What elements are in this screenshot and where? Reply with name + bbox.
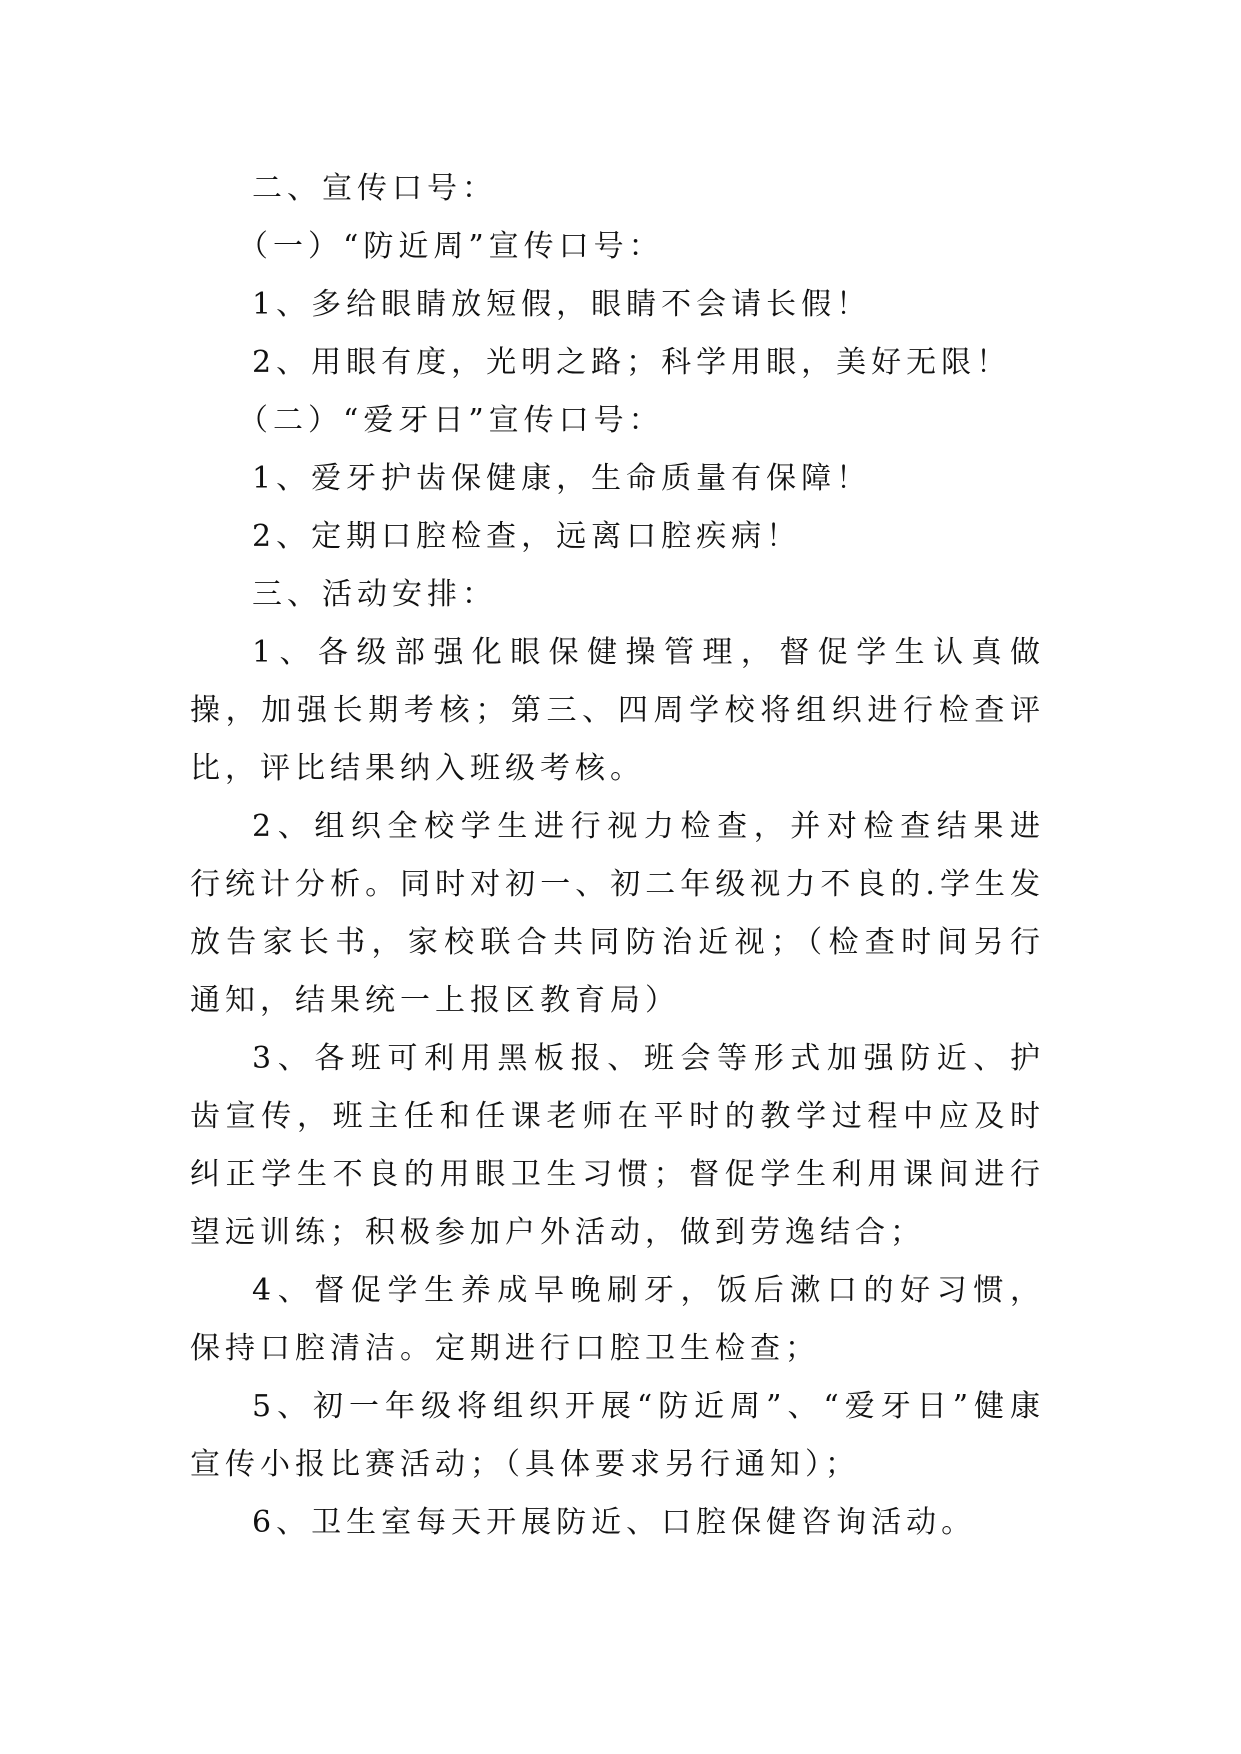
activity-6: 6、卫生室每天开展防近、口腔保健咨询活动。 [252, 1505, 977, 1540]
section1-heading: （一）“防近周”宣传口号： [238, 229, 664, 264]
section1-item-1: 1、多给眼睛放短假，眼睛不会请长假！ [252, 287, 872, 322]
activity-4: 4、督促学生养成早晚刷牙，饭后漱口的好习惯，保持口腔清洁。定期进行口腔卫生检查； [190, 1273, 1045, 1366]
section2-heading: （二）“爱牙日”宣传口号： [238, 403, 664, 438]
activity-2: 2、组织全校学生进行视力检查，并对检查结果进行统计分析。同时对初一、初二年级视力不良的.学生发放告家长书，家校联合共同防治近视；（检查时间另行通知，结果统一上报区教育局） [190, 809, 1045, 1018]
heading-slogans: 二、宣传口号： [252, 171, 497, 206]
section2-item-2: 2、定期口腔检查，远离口腔疾病！ [252, 519, 802, 554]
activity-3: 3、各班可利用黑板报、班会等形式加强防近、护齿宣传，班主任和任课老师在平时的教学过程中应及时纠正学生不良的用眼卫生习惯；督促学生利用课间进行望远训练；积极参加户外活动，做到劳逸结合； [190, 1041, 1045, 1250]
heading-activities: 三、活动安排： [252, 577, 497, 612]
activity-1: 1、各级部强化眼保健操管理，督促学生认真做操，加强长期考核；第三、四周学校将组织进行检查评比，评比结果纳入班级考核。 [190, 635, 1045, 786]
activity-5: 5、初一年级将组织开展“防近周”、“爱牙日”健康宣传小报比赛活动；（具体要求另行通知）； [190, 1389, 1045, 1482]
document-body [190, 160, 1045, 1552]
section1-item-2: 2、用眼有度，光明之路；科学用眼，美好无限！ [252, 345, 1012, 380]
section2-item-1: 1、爱牙护齿保健康，生命质量有保障！ [252, 461, 872, 496]
